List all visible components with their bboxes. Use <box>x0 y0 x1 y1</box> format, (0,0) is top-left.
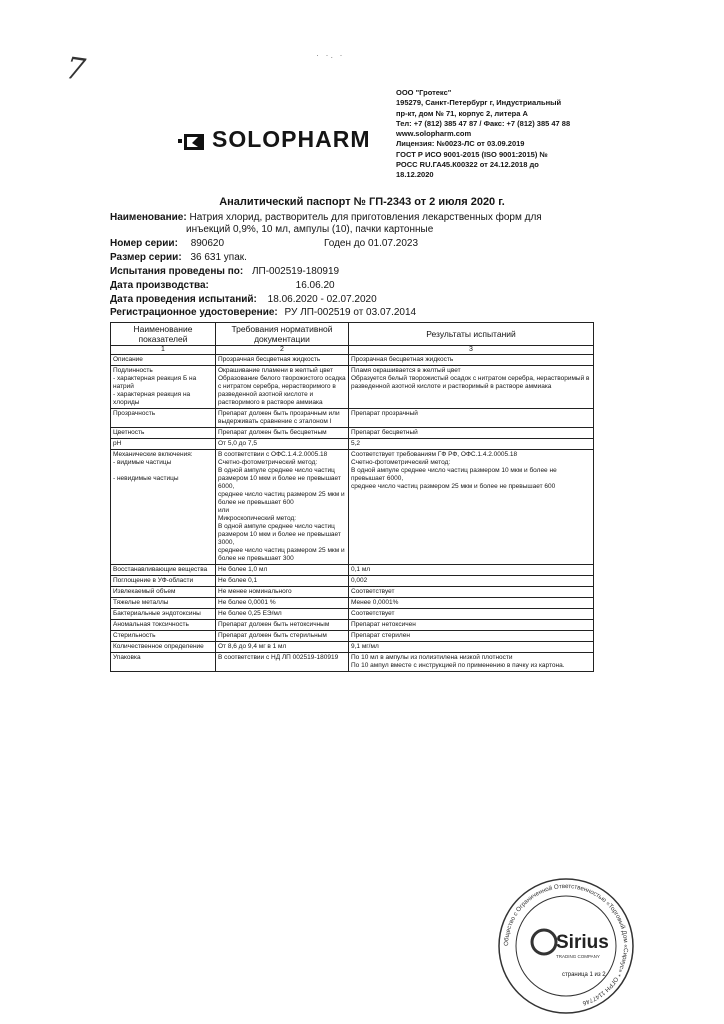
result-cell: Препарат прозрачный <box>349 409 594 428</box>
table-row <box>111 355 594 366</box>
requirement-cell: Препарат должен быть прозрачным или выдерживать сравнение с эталоном I <box>216 409 349 428</box>
result-cell: Прозрачная бесцветная жидкость <box>349 355 594 366</box>
indicator-cell: Цветность <box>111 428 216 439</box>
company-license: Лицензия: №0023-ЛС от 03.09.2019 <box>396 139 525 149</box>
requirement-cell: В соответствии с ОФС.1.4.2.0005.18 Счетно-фотометрический метод: В одной ампуле среднее число частиц размером 10 мкм и более не превышает 6000, среднее число частиц размером 25 мкм и более не превышает 600 или Микроскопический метод: В одной ампуле среднее число частиц размером 10 мкм и более не превышает 3000, среднее число частиц размером 25 мкм и более не превышает 300 <box>216 450 349 565</box>
result-cell: Соответствует <box>349 609 594 620</box>
result-cell: По 10 мл в ампулы из полиэтилена низкой плотности По 10 ампул вместе с инструкцией по применению в пачку из картона. <box>349 653 594 672</box>
table-row <box>111 428 594 439</box>
page-number: страница 1 из 2 <box>562 972 606 978</box>
scan-speckles: · ·. · <box>316 50 345 60</box>
document-title: Аналитический паспорт № ГП-2343 от 2 июля 2020 г. <box>219 196 505 208</box>
company-name: ООО "Гротекс" <box>396 88 452 97</box>
meta-series-row <box>110 238 224 249</box>
logo-text: SOLOPHARM <box>212 126 371 152</box>
table-row <box>111 439 594 450</box>
result-cell: Соответствует <box>349 587 594 598</box>
meta-series-value: 890620 <box>190 238 225 249</box>
meta-name-row <box>110 212 542 223</box>
meta-tests-label: Испытания проведены по: <box>110 266 244 277</box>
col-number-3: 3 <box>349 346 594 355</box>
requirement-cell: От 8,6 до 9,4 мг в 1 мл <box>216 642 349 653</box>
table-row <box>111 631 594 642</box>
table-row <box>111 576 594 587</box>
table-row <box>111 653 594 672</box>
stamp-subtitle: TRADING COMPANY <box>556 954 600 959</box>
requirement-cell: Не более 0,0001 % <box>216 598 349 609</box>
table-body <box>111 355 594 672</box>
stamp-brand: Sirius <box>556 932 609 953</box>
logo-icon <box>178 128 206 152</box>
meta-prod-label: Дата производства: <box>110 280 209 291</box>
requirement-cell: От 5,0 до 7,5 <box>216 439 349 450</box>
requirement-cell: В соответствии с НД ЛП 002519-180919 <box>216 653 349 672</box>
meta-test-date-value: 18.06.2020 - 02.07.2020 <box>267 294 377 305</box>
requirement-cell: Не более 0,1 <box>216 576 349 587</box>
solopharm-logo <box>178 126 371 153</box>
requirement-cell: Не более 0,25 ЕЭ/мл <box>216 609 349 620</box>
indicator-cell: Извлекаемый объем <box>111 587 216 598</box>
header-results: Результаты испытаний <box>349 323 594 346</box>
table-row <box>111 609 594 620</box>
requirement-cell: Окрашивание пламени в желтый цвет Образование белого творожистого осадка с нитратом серебра, нерастворимого в разведенной азотной кислоте и растворимого в растворе аммиака <box>216 366 349 409</box>
result-cell: Пламя окрашивается в желтый цвет Образуется белый творожистый осадок с нитратом серебра, нерастворимый в разведенной азотной кислоте и растворимый в растворе аммиака <box>349 366 594 409</box>
indicator-cell: Прозрачность <box>111 409 216 428</box>
meta-size-value: 36 631 упак. <box>190 252 247 263</box>
result-cell: Соответствует требованиям ГФ РФ, ОФС.1.4.2.0005.18 Счетно-фотометрический метод: В одной ампуле среднее число частиц размером 10 мкм и более не превышает 6000, среднее число частиц размером 25 мкм и более не превышает 600 <box>349 450 594 565</box>
result-cell: Препарат стерилен <box>349 631 594 642</box>
handwritten-mark: 7 <box>63 50 88 89</box>
meta-name-value-2: инъекций 0,9%, 10 мл, ампулы (10), пачки картонные <box>186 224 434 235</box>
header-indicator: Наименование показателей <box>111 323 216 346</box>
table-row <box>111 587 594 598</box>
meta-test-date-label: Дата проведения испытаний: <box>110 294 257 305</box>
meta-expiry <box>324 238 418 249</box>
meta-name-value-1: Натрия хлорид, растворитель для приготовления лекарственных форм для <box>189 212 542 223</box>
result-cell: 0,002 <box>349 576 594 587</box>
table-number-row <box>111 346 594 355</box>
indicator-cell: Упаковка <box>111 653 216 672</box>
col-number-1: 1 <box>111 346 216 355</box>
company-website: www.solopharm.com <box>396 129 472 139</box>
company-phone: Тел: +7 (812) 385 47 87 / Факс: +7 (812) 385 47 88 <box>396 118 571 128</box>
indicator-cell: Бактериальные эндотоксины <box>111 609 216 620</box>
indicator-cell: Тяжелые металлы <box>111 598 216 609</box>
requirement-cell: Не более 1,0 мл <box>216 565 349 576</box>
meta-reg-value: РУ ЛП-002519 от 03.07.2014 <box>284 307 417 318</box>
result-cell: Менее 0,0001% <box>349 598 594 609</box>
meta-series-label: Номер серии: <box>110 238 178 249</box>
meta-test-date-row <box>110 294 377 305</box>
stamp-ring-text: Общество с Ограниченной Ответственностью «Торговый Дом «Сириус» * ОГРН 1147746 <box>502 882 630 1007</box>
requirement-cell: Не менее номинального <box>216 587 349 598</box>
result-cell: Препарат нетоксичен <box>349 620 594 631</box>
indicator-cell: Стерильность <box>111 631 216 642</box>
result-cell: 5,2 <box>349 439 594 450</box>
indicator-cell: Поглощение в УФ-области <box>111 576 216 587</box>
meta-expiry-value: Годен до 01.07.2023 <box>324 238 419 249</box>
requirement-cell: Прозрачная бесцветная жидкость <box>216 355 349 366</box>
requirement-cell: Препарат должен быть стерильным <box>216 631 349 642</box>
company-gost: ГОСТ Р ИСО 9001-2015 (ISO 9001:2015) № <box>396 149 548 159</box>
table-row <box>111 620 594 631</box>
company-info <box>396 88 696 181</box>
requirement-cell: Препарат должен быть нетоксичным <box>216 620 349 631</box>
company-stamp <box>496 876 636 1016</box>
meta-prod-value: 16.06.20 <box>295 280 335 291</box>
result-cell: 0,1 мл <box>349 565 594 576</box>
table-row <box>111 642 594 653</box>
indicator-cell: Подлинность - характерная реакция Б на натрий - характерная реакция на хлориды <box>111 366 216 409</box>
meta-reg-row <box>110 307 416 318</box>
company-ross-2: 18.12.2020 <box>396 170 434 180</box>
company-address-2: пр-кт, дом № 71, корпус 2, литера А <box>396 108 528 118</box>
meta-size-row <box>110 252 247 263</box>
results-table <box>110 322 594 672</box>
indicator-cell: Восстанавливающие вещества <box>111 565 216 576</box>
header-requirements: Требования нормативной документации <box>216 323 349 346</box>
table-row <box>111 598 594 609</box>
indicator-cell: Механические включения: - видимые частицы - невидимые частицы <box>111 450 216 565</box>
company-address-1: 195279, Санкт-Петербург г, Индустриальный <box>396 98 562 108</box>
table-row <box>111 565 594 576</box>
meta-tests-value: ЛП-002519-180919 <box>251 266 340 277</box>
indicator-cell: Описание <box>111 355 216 366</box>
result-cell: 9,1 мг/мл <box>349 642 594 653</box>
table-header-row <box>111 323 594 346</box>
result-cell: Препарат бесцветный <box>349 428 594 439</box>
meta-prod-row <box>110 280 335 291</box>
meta-name-row-2 <box>186 224 433 235</box>
col-number-2: 2 <box>216 346 349 355</box>
table-row <box>111 450 594 565</box>
indicator-cell: Аномальная токсичность <box>111 620 216 631</box>
meta-reg-label: Регистрационное удостоверение: <box>110 307 278 318</box>
meta-tests-row <box>110 266 339 277</box>
table-row <box>111 409 594 428</box>
indicator-cell: Количественное определение <box>111 642 216 653</box>
meta-name-label: Наименование: <box>110 212 187 223</box>
indicator-cell: pH <box>111 439 216 450</box>
company-ross-1: РОСС RU.ГА45.К00322 от 24.12.2018 до <box>396 160 539 170</box>
table-row <box>111 366 594 409</box>
requirement-cell: Препарат должен быть бесцветным <box>216 428 349 439</box>
meta-size-label: Размер серии: <box>110 252 182 263</box>
